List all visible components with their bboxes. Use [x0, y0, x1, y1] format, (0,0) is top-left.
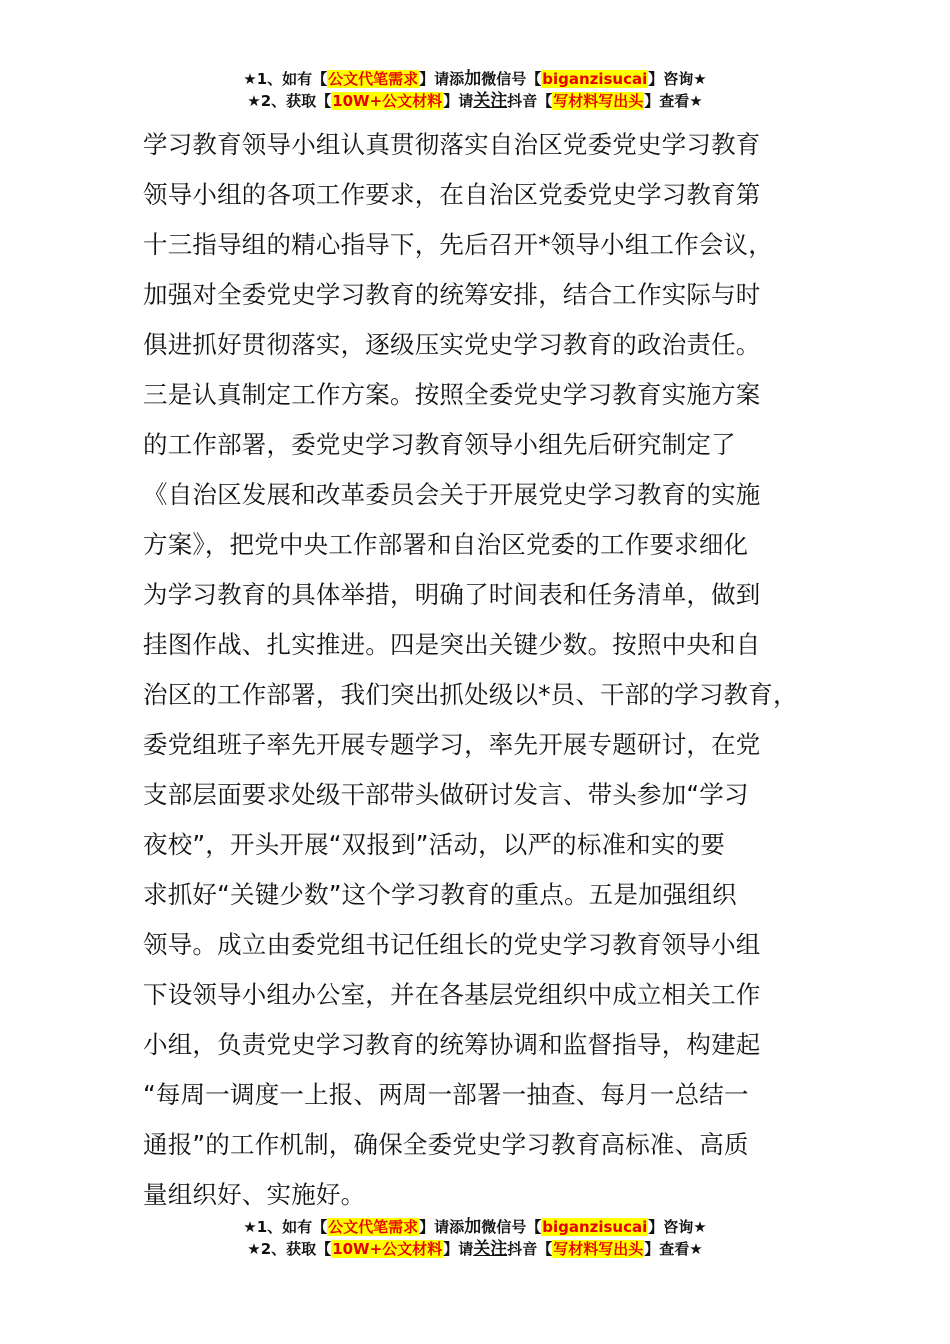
body-line: 挂图作战、扎实推进。四是突出关键少数。按照中央和自: [143, 630, 761, 659]
body-line: 为学习教育的具体举措，明确了时间表和任务清单，做到: [143, 580, 761, 609]
body-line: 学习教育领导小组认真贯彻落实自治区党委党史学习教育: [143, 130, 761, 159]
star-icon: ★: [689, 1240, 703, 1258]
promo-text: 】请添: [419, 70, 465, 88]
promo-text: 】请添: [419, 1218, 465, 1236]
promo-highlight: 公文代笔需求: [328, 1218, 419, 1236]
promo-wechat-id: biganzisucai: [542, 70, 648, 88]
star-icon: ★: [247, 1240, 261, 1258]
promo-text: 】咨询: [648, 70, 694, 88]
promo-text: 2、获取【: [260, 92, 332, 110]
promo-text: 】查看: [644, 1240, 690, 1258]
promo-emphasis: 加: [464, 1217, 482, 1237]
promo-line-2: [0, 1238, 950, 1260]
promo-text: 抖音【: [507, 92, 553, 110]
body-line: 通报”的工作机制，确保全委党史学习教育高标准、高质: [143, 1130, 749, 1159]
body-line: 十三指导组的精心指导下，先后召开*领导小组工作会议，: [143, 230, 773, 259]
promo-wechat-id: biganzisucai: [542, 1218, 648, 1236]
star-icon: ★: [243, 1218, 257, 1236]
body-line: 下设领导小组办公室，并在各基层党组织中成立相关工作: [143, 980, 761, 1009]
promo-line-1: [0, 68, 950, 90]
body-line: 求抓好“关键少数”这个学习教育的重点。五是加强组织: [143, 880, 737, 909]
promo-text: 微信号【: [481, 1218, 542, 1236]
body-line: “每周一调度一上报、两周一部署一抽查、每月一总结一: [143, 1080, 749, 1109]
body-line: 夜校”，开头开展“双报到”活动，以严的标准和实的要: [143, 830, 726, 859]
body-line: 委党组班子率先开展专题学习，率先开展专题研讨，在党: [143, 730, 761, 759]
promo-emphasis: 关注: [473, 1239, 508, 1259]
body-line: 支部层面要求处级干部带头做研讨发言、带头参加“学习: [143, 780, 749, 809]
promo-text: 1、如有【: [256, 1218, 328, 1236]
body-line: 小组，负责党史学习教育的统筹协调和监督指导，构建起: [143, 1030, 761, 1059]
promo-line-2: [0, 90, 950, 112]
promo-text: 】请: [443, 1240, 474, 1258]
promo-highlight: 公文代笔需求: [328, 70, 419, 88]
promo-footer-bottom: [0, 1216, 950, 1260]
promo-text: 抖音【: [507, 1240, 553, 1258]
promo-highlight: 10W+公文材料: [332, 1240, 443, 1258]
star-icon: ★: [689, 92, 703, 110]
document-body: [143, 120, 833, 1220]
promo-highlight: 10W+公文材料: [332, 92, 443, 110]
promo-emphasis: 加: [464, 69, 482, 89]
star-icon: ★: [247, 92, 261, 110]
promo-highlight: 写材料写出头: [553, 1240, 644, 1258]
body-line: 量组织好、实施好。: [143, 1180, 366, 1209]
promo-text: 1、如有【: [256, 70, 328, 88]
promo-text: 】查看: [644, 92, 690, 110]
promo-text: 2、获取【: [260, 1240, 332, 1258]
promo-text: 】请: [443, 92, 474, 110]
body-line: 的工作部署，委党史学习教育领导小组先后研究制定了: [143, 430, 736, 459]
star-icon: ★: [693, 70, 707, 88]
promo-emphasis: 关注: [473, 91, 508, 111]
promo-highlight: 写材料写出头: [553, 92, 644, 110]
body-line: 领导。成立由委党组书记任组长的党史学习教育领导小组: [143, 930, 761, 959]
body-line: 治区的工作部署，我们突出抓处级以*员、干部的学习教育，: [143, 680, 798, 709]
star-icon: ★: [243, 70, 257, 88]
body-line: 加强对全委党史学习教育的统筹安排，结合工作实际与时: [143, 280, 761, 309]
body-line: 方案》，把党中央工作部署和自治区党委的工作要求细化: [143, 530, 749, 559]
promo-text: 微信号【: [481, 70, 542, 88]
body-line: 三是认真制定工作方案。按照全委党史学习教育实施方案: [143, 380, 761, 409]
promo-text: 】咨询: [648, 1218, 694, 1236]
promo-header-top: [0, 68, 950, 112]
body-line: 俱进抓好贯彻落实，逐级压实党史学习教育的政治责任。: [143, 330, 761, 359]
body-line: 《自治区发展和改革委员会关于开展党史学习教育的实施: [143, 480, 761, 509]
promo-line-1: [0, 1216, 950, 1238]
star-icon: ★: [693, 1218, 707, 1236]
body-line: 领导小组的各项工作要求，在自治区党委党史学习教育第: [143, 180, 761, 209]
